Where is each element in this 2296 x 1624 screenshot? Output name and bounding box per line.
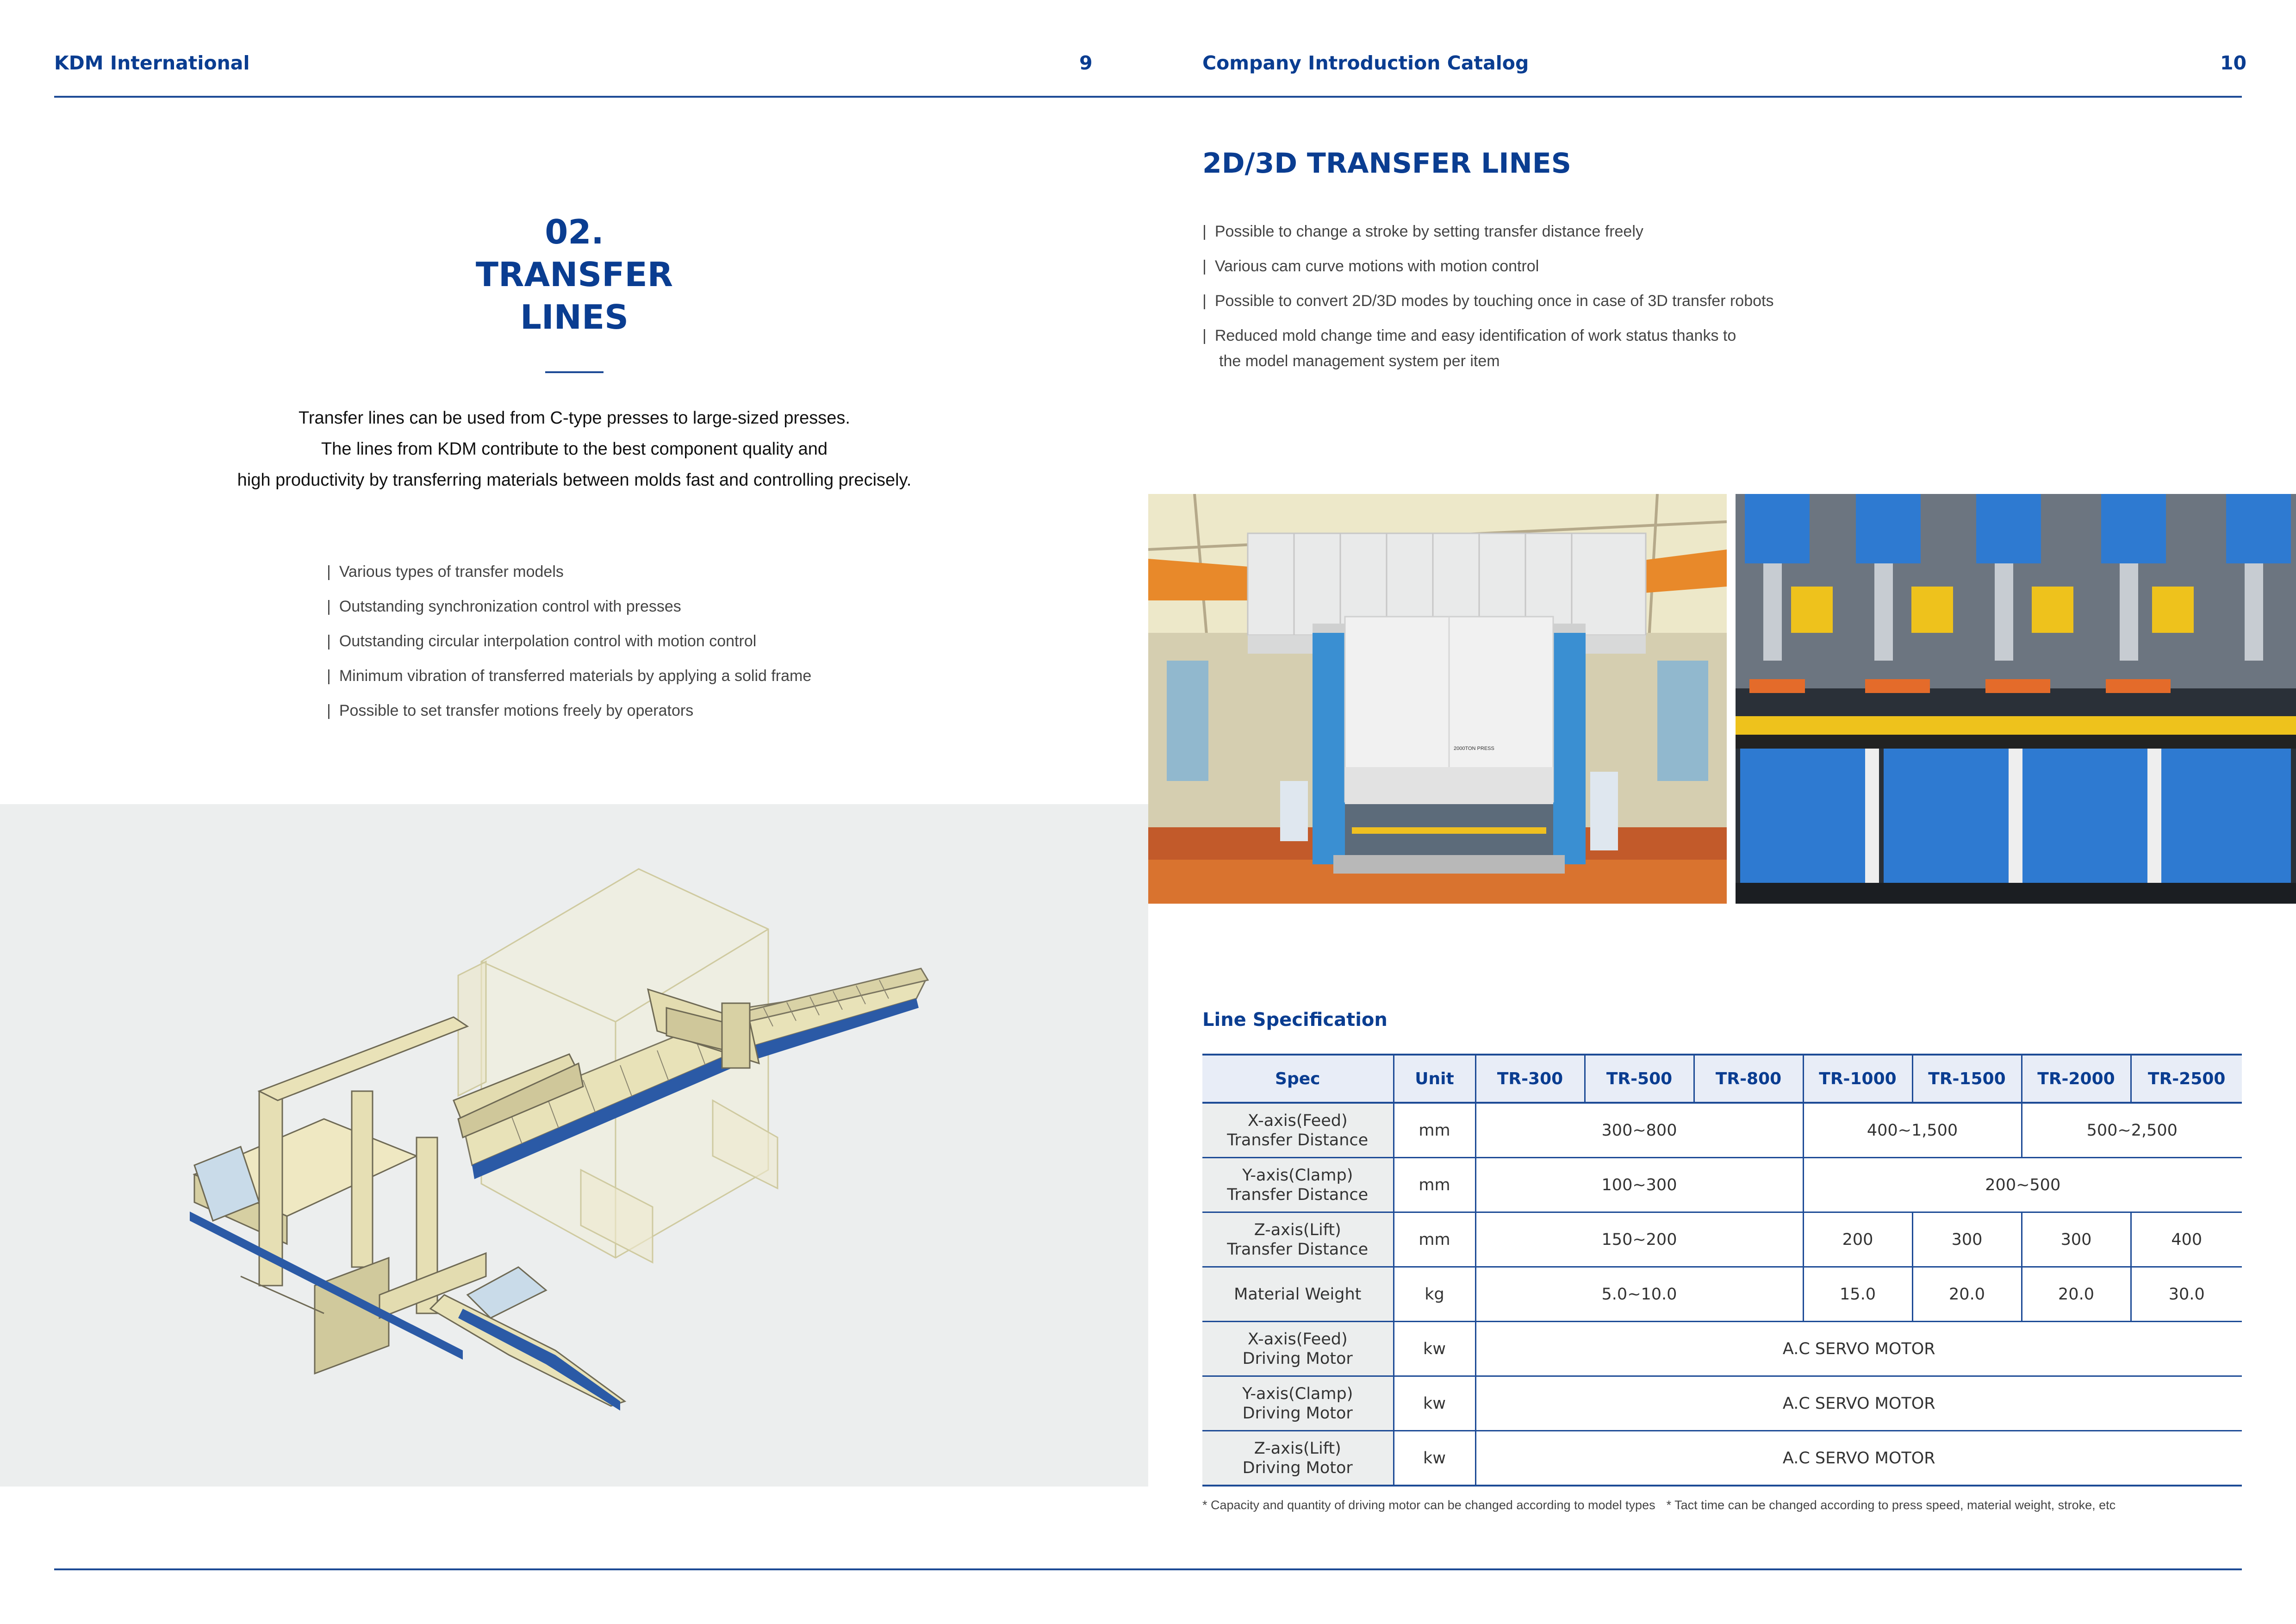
table-row (1202, 1322, 2242, 1376)
intro-line: high productivity by transferring materials between molds fast and controlling precisely. (237, 470, 912, 490)
section-number: 02. (545, 212, 604, 251)
list-item: | Various cam curve motions with motion control (1202, 257, 1539, 275)
list-item: | Outstanding synchronization control with presses (327, 598, 681, 615)
left-page-number: 9 (1079, 52, 1093, 74)
column-header: TR-2500 (2131, 1055, 2242, 1103)
section-title (0, 211, 1149, 338)
unit-cell: kw (1394, 1322, 1475, 1376)
list-item: | Possible to change a stroke by setting transfer distance freely (1202, 223, 1643, 240)
list-item: | Possible to set transfer motions freely by operators (327, 702, 694, 719)
value-cell: 30.0 (2131, 1267, 2242, 1322)
value-cell: 400 (2131, 1212, 2242, 1267)
value-cell: 20.0 (1912, 1267, 2022, 1322)
press-label: 2000TON PRESS (1454, 746, 1494, 751)
value-cell: 400~1,500 (1803, 1103, 2022, 1158)
table-header-row (1202, 1055, 2242, 1103)
transfer-line-diagram-panel (0, 804, 1148, 1487)
spec-cell: Y-axis(Clamp) Transfer Distance (1202, 1158, 1394, 1212)
footer-rule (54, 1568, 2242, 1570)
list-item: | Various types of transfer models (327, 563, 564, 581)
value-cell: 300~800 (1475, 1103, 1803, 1158)
column-header: TR-2000 (2022, 1055, 2131, 1103)
intro-line: The lines from KDM contribute to the best component quality and (321, 439, 828, 459)
transfer-line-photo (1736, 494, 2296, 904)
spec-cell: Z-axis(Lift) Driving Motor (1202, 1431, 1394, 1486)
spec-section-title: Line Specification (1202, 1009, 1388, 1031)
column-header: TR-500 (1585, 1055, 1694, 1103)
table-row (1202, 1376, 2242, 1431)
value-cell: 20.0 (2022, 1267, 2131, 1322)
section-title-line1: TRANSFER (475, 255, 673, 294)
column-header: TR-1500 (1912, 1055, 2022, 1103)
table-row (1202, 1431, 2242, 1486)
column-header: TR-1000 (1803, 1055, 1912, 1103)
intro-line: Transfer lines can be used from C-type presses to large-sized presses. (299, 408, 850, 428)
spec-cell: Y-axis(Clamp) Driving Motor (1202, 1376, 1394, 1431)
intro-paragraph (0, 403, 1149, 496)
list-item: | Minimum vibration of transferred materials by applying a solid frame (327, 667, 812, 685)
value-cell: 300 (1912, 1212, 2022, 1267)
column-header: TR-300 (1475, 1055, 1585, 1103)
value-cell: 500~2,500 (2022, 1103, 2242, 1158)
spec-cell: Material Weight (1202, 1267, 1394, 1322)
spec-cell: Z-axis(Lift) Transfer Distance (1202, 1212, 1394, 1267)
transfer-line-isometric-diagram (0, 804, 1148, 1487)
unit-cell: kw (1394, 1376, 1475, 1431)
line-spec-table (1202, 1054, 2242, 1487)
list-item-continuation: the model management system per item (1219, 352, 1500, 370)
section-title-line2: LINES (520, 298, 628, 337)
spec-cell: X-axis(Feed) Transfer Distance (1202, 1103, 1394, 1158)
value-cell: 150~200 (1475, 1212, 1803, 1267)
value-cell: 200~500 (1803, 1158, 2242, 1212)
right-feature-list (1202, 222, 1773, 387)
unit-cell: mm (1394, 1212, 1475, 1267)
value-cell: A.C SERVO MOTOR (1475, 1322, 2242, 1376)
right-page-number: 10 (2220, 52, 2247, 74)
page-title: 2D/3D TRANSFER LINES (1202, 147, 1571, 180)
column-header: Spec (1202, 1055, 1394, 1103)
value-cell: 5.0~10.0 (1475, 1267, 1803, 1322)
unit-cell: kw (1394, 1431, 1475, 1486)
spec-cell: X-axis(Feed) Driving Motor (1202, 1322, 1394, 1376)
right-header-title: Company Introduction Catalog (1202, 52, 1529, 74)
value-cell: 200 (1803, 1212, 1912, 1267)
value-cell: A.C SERVO MOTOR (1475, 1376, 2242, 1431)
unit-cell: mm (1394, 1103, 1475, 1158)
left-feature-list (327, 562, 811, 736)
column-header: TR-800 (1694, 1055, 1803, 1103)
list-item: | Reduced mold change time and easy identification of work status thanks to (1202, 327, 1736, 344)
press-photo (1148, 494, 1727, 904)
header-rule (54, 96, 2242, 98)
table-row (1202, 1158, 2242, 1212)
list-item: | Possible to convert 2D/3D modes by touching once in case of 3D transfer robots (1202, 292, 1774, 310)
title-divider (545, 371, 604, 373)
unit-cell: mm (1394, 1158, 1475, 1212)
left-header-title: KDM International (54, 52, 250, 74)
value-cell: 300 (2022, 1212, 2131, 1267)
list-item: | Outstanding circular interpolation control with motion control (327, 632, 757, 650)
footnote: * Tact time can be changed according to press speed, material weight, stroke, etc (1666, 1498, 2116, 1512)
table-row (1202, 1267, 2242, 1322)
table-row (1202, 1212, 2242, 1267)
footnote: * Capacity and quantity of driving motor can be changed according to model types (1202, 1498, 1655, 1512)
table-row (1202, 1103, 2242, 1158)
value-cell: A.C SERVO MOTOR (1475, 1431, 2242, 1486)
value-cell: 100~300 (1475, 1158, 1803, 1212)
unit-cell: kg (1394, 1267, 1475, 1322)
value-cell: 15.0 (1803, 1267, 1912, 1322)
table-footnotes (1202, 1498, 2242, 1512)
column-header: Unit (1394, 1055, 1475, 1103)
